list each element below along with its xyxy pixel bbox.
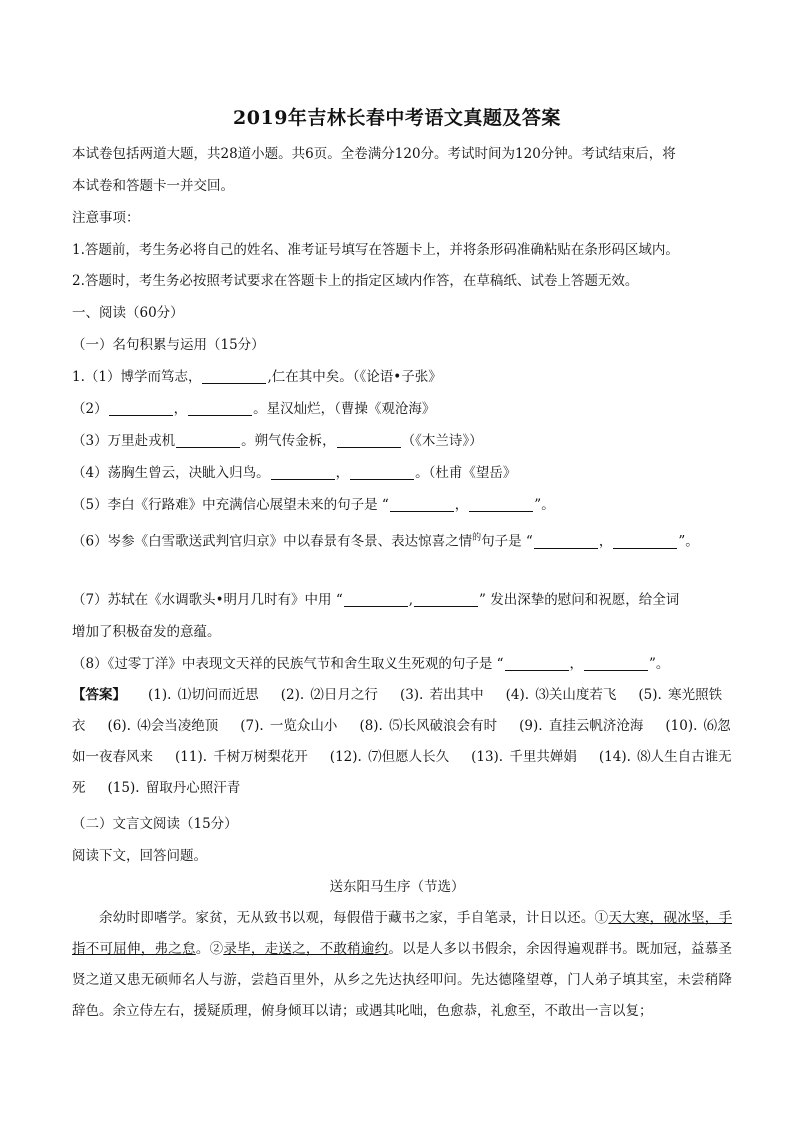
answer-blank [414, 592, 478, 607]
answer-item: (9). 直挂云帆济沧海 [519, 718, 644, 734]
answer-item: (3). 若出其中 [399, 687, 484, 703]
q7-text-b: , [408, 592, 414, 608]
intro-line-2: 本试卷和答题卡一并交回。 [72, 178, 234, 194]
q5-text-b: ， [454, 497, 469, 513]
question-7-continued: 增加了积极奋发的意蕴。 [72, 624, 221, 640]
q6-text-c: ， [598, 533, 613, 550]
intro-line-1: 本试卷包括两道大题，共28道小题。共6页。全卷满分120分。考试时间为120分钟。考试结束后，将 [72, 146, 676, 162]
q2-text-a: （2） [72, 401, 108, 417]
answer-item: (1). ⑴切问而近思 [148, 687, 259, 703]
answer-blank [613, 534, 677, 549]
notice-1: 1.答题前，考生务必将自己的姓名、准考证号填写在答题卡上，并将条形码准确粘贴在条形码区域内。 [72, 242, 679, 258]
answer-item: (7). 一览众山小 [240, 718, 338, 734]
answer-item: (6). ⑷会当凌绝顶 [107, 718, 219, 734]
answer-blank [344, 592, 408, 607]
q4-text-b: ， [335, 465, 350, 481]
passage-title: 送东阳马生序（节选） [329, 879, 465, 895]
answer-blank [505, 656, 569, 671]
q8-text-a: （8）《过零丁洋》中表现文天祥的民族气节和舍生取义生死观的句子是 “ [72, 656, 504, 672]
question-4 [72, 463, 732, 483]
answer-blank [176, 433, 240, 448]
underlined-sentence-2: 录毕，走送之，不敢稍逾约 [223, 941, 389, 957]
answer-item: (2). ⑵日月之行 [280, 687, 378, 703]
answer-item: (5). 寒光照铁衣 [72, 687, 723, 734]
answer-label: 【答案】 [72, 687, 126, 703]
question-2 [72, 399, 732, 419]
answer-blank [109, 401, 173, 416]
q1-text-a: 1.（1）博学而笃志， [72, 369, 202, 385]
q6-text-b: 句子是 “ [481, 533, 533, 550]
answer-blank [350, 465, 414, 480]
answer-block [72, 680, 732, 804]
underlined-sentence-1: 天大寒，砚冰坚，手指不可屈伸，弗之怠 [72, 910, 733, 957]
q6-text-d: ”。 [678, 533, 699, 550]
q1-text-b: ,仁在其中矣。（《论语•子张》 [267, 369, 442, 385]
part1-heading: （一）名句积累与运用（15分） [72, 337, 265, 353]
q6-text-a: （6）岑参《白雪歌送武判官归京》中以春景有冬景、表达惊喜之情 [72, 533, 473, 550]
q3-text-c: （《木兰诗》） [401, 433, 483, 449]
answer-blank [469, 497, 533, 512]
q4-text-a: （4）荡胸生曾云，决眦入归鸟。 [72, 465, 270, 481]
passage-text: 。② [195, 941, 224, 957]
answer-item: (12). ⑺但愿人长久 [329, 749, 450, 765]
q7-text-c: ” 发出深挚的慰问和祝愿，给全词 [479, 592, 680, 608]
answer-item: (10). ⑹忽如一夜春风来 [72, 718, 731, 765]
q6-superscript: 的 [472, 533, 482, 543]
q7-text-a: （7）苏轼在《水调歌头•明月几时有》中用 “ [72, 592, 343, 608]
q5-text-c: ”。 [534, 497, 555, 513]
answer-blank [271, 465, 335, 480]
q5-text-a: （5）李白《行路难》中充满信心展望未来的句子是 “ [72, 497, 389, 513]
q8-text-b: ， [569, 656, 584, 672]
answer-item: (4). ⑶关山度若飞 [505, 687, 617, 703]
question-7 [72, 590, 732, 610]
answer-item: (14). ⑻人生自古谁无死 [72, 749, 732, 796]
passage-text: 。以是人多以书假余，余因得遍观群书。既加冠，益慕圣贤之道又患无硕师名人与游，尝趋百里外，从乡之先达执经叩问。先达德隆望尊，门人弟子填其室，未尝稍降辞色。余立侍左右，援疑质理，俯身倾耳以请；或遇其叱咄，色愈恭，礼愈至，不敢出一言以复； [72, 941, 733, 1019]
q2-text-b: ， [173, 401, 188, 417]
q2-text-c: 。星汉灿烂，（曹操《观沧海》 [253, 401, 436, 417]
answer-blank [188, 401, 252, 416]
q3-text-a: （3）万里赴戎机 [72, 433, 176, 449]
question-6 [72, 528, 732, 552]
question-5 [72, 495, 732, 515]
q8-text-c: ”。 [649, 656, 670, 672]
answer-item: (15). 留取丹心照汗青 [107, 780, 241, 796]
notice-label: 注意事项： [72, 210, 140, 226]
section-heading: 一、阅读（60分） [72, 305, 184, 321]
notice-2: 2.答题时，考生务必按照考试要求在答题卡上的指定区域内作答，在草稿纸、试卷上答题无效。 [72, 273, 639, 289]
part2-instruction: 阅读下文，回答问题。 [72, 848, 207, 864]
q4-text-c: 。（杜甫《望岳》 [415, 465, 517, 481]
answer-item: (11). 千树万树梨花开 [175, 749, 308, 765]
question-8 [72, 654, 732, 674]
passage-body [72, 903, 732, 1027]
answer-blank [390, 497, 454, 512]
answer-item: (8). ⑸长风破浪会有时 [359, 718, 498, 734]
answer-blank [584, 656, 648, 671]
part2-heading: （二）文言文阅读（15分） [72, 816, 238, 832]
question-1 [72, 367, 732, 387]
question-3 [72, 431, 732, 451]
answer-blank [202, 369, 266, 384]
answer-item: (13). 千里共婵娟 [471, 749, 577, 765]
answer-blank [337, 433, 401, 448]
page-title: 2019年吉林长春中考语文真题及答案 [233, 107, 561, 129]
passage-text: 余幼时即嗜学。家贫，无从致书以观，每假借于藏书之家，手自笔录，计日以还。① [99, 910, 609, 926]
q3-text-b: 。朔气传金柝， [241, 433, 336, 449]
answer-blank [534, 534, 598, 549]
